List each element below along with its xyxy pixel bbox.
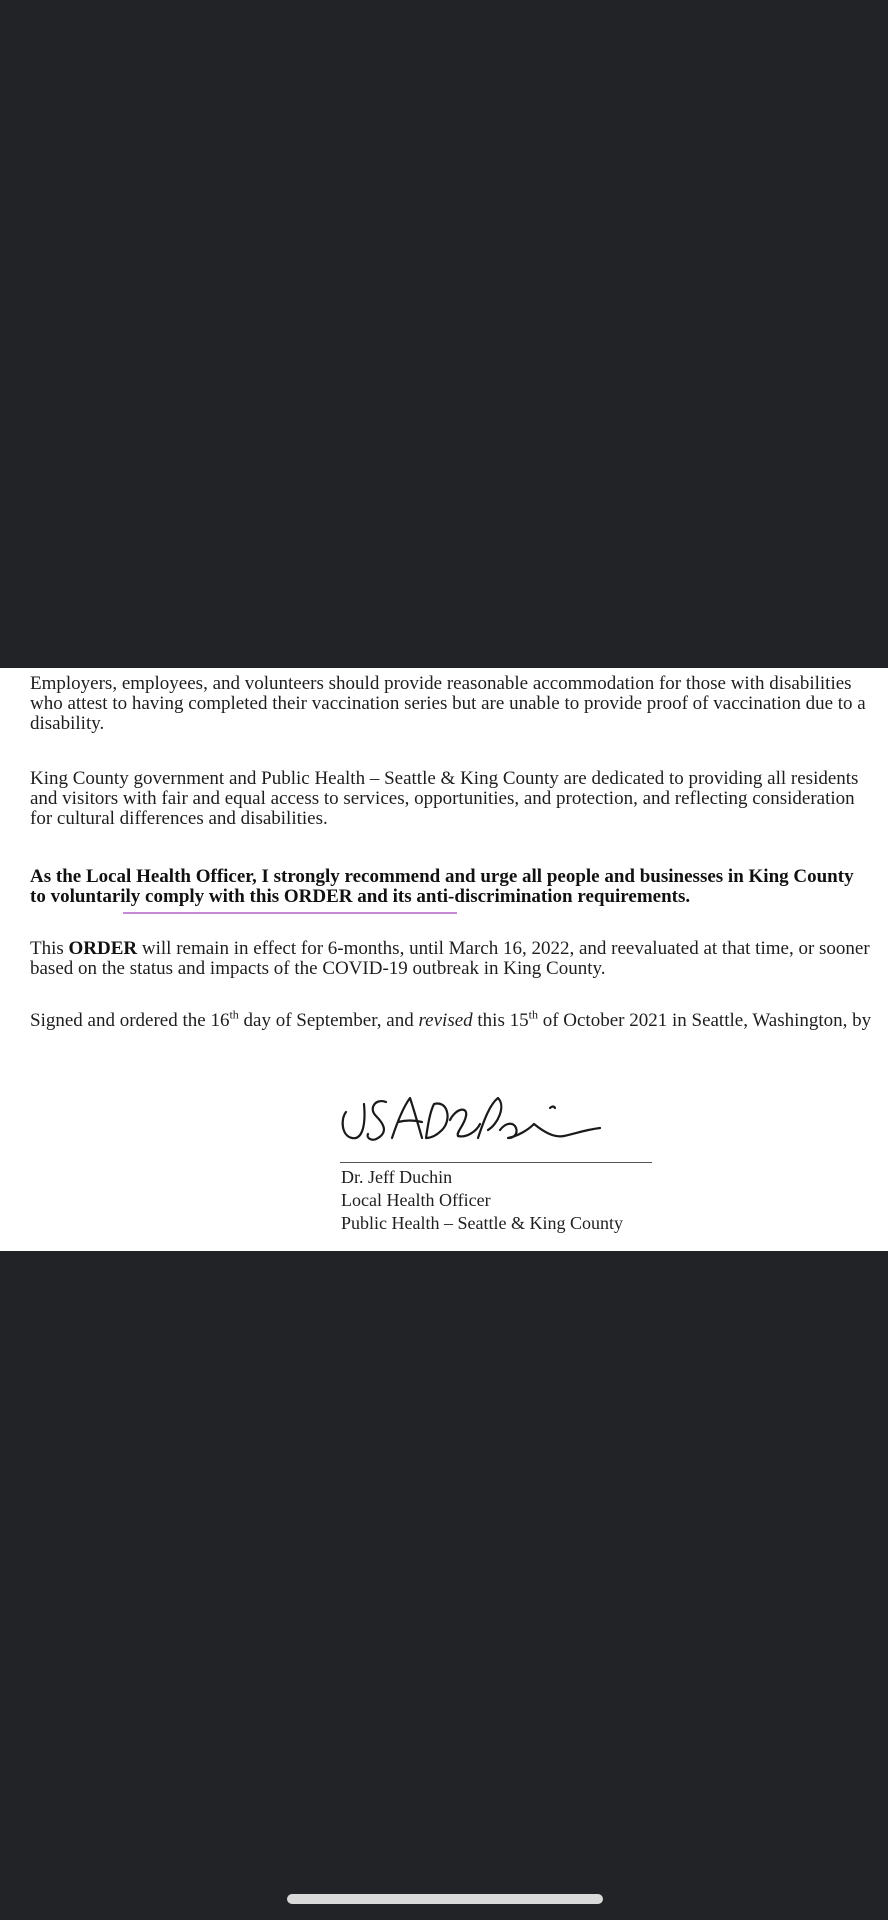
recommendation-paragraph: As the Local Health Officer, I strongly recommend and urge all people and businesses in King County to voluntarily comply with this ORDER and its anti-discrimination requirements. [30, 866, 854, 907]
ordinal-suffix-1: th [229, 1007, 239, 1022]
p5-text-b: day of September, and [238, 1010, 419, 1031]
dedication-paragraph: King County government and Public Health – Seattle & King County are dedicated to providing all residents and visitors with fair and equal access to services, opportunities, and protection, and reflecting consideration for cultural differences and disabilities. [30, 768, 859, 829]
signer-title: Local Health Officer [341, 1190, 491, 1210]
signer-name: Dr. Jeff Duchin [341, 1167, 453, 1187]
p5-text-d: of October 2021 in Seattle, Washington, by [537, 1010, 872, 1031]
signer-organization: Public Health – Seattle & King County [341, 1213, 623, 1233]
order-duration-paragraph [30, 939, 872, 979]
p4-text-start: This [30, 938, 69, 959]
revised-italic: revised [418, 1010, 473, 1031]
p4-text-end: will remain in effect for 6-months, until March 16, 2022, and reevaluated at that time, or sooner based on the status and impacts of the COVID-19 outbreak in King County. [30, 938, 870, 979]
highlight-underline [123, 912, 457, 914]
p5-text-c: this 15 [472, 1010, 529, 1031]
signature-line [340, 1162, 652, 1163]
handwritten-signature [338, 1080, 628, 1160]
order-bold-word: ORDER [68, 938, 138, 959]
p5-text-a: Signed and ordered the 16 [30, 1010, 230, 1031]
accommodation-paragraph: Employers, employees, and volunteers should provide reasonable accommodation for those with disabilities who attest to having completed their vaccination series but are unable to provide proof of vaccination due to a disability. [30, 673, 866, 734]
ordinal-suffix-2: th [528, 1007, 538, 1022]
home-indicator-bar[interactable] [287, 1894, 603, 1904]
document-page [0, 668, 888, 1251]
signed-paragraph [30, 1007, 872, 1031]
